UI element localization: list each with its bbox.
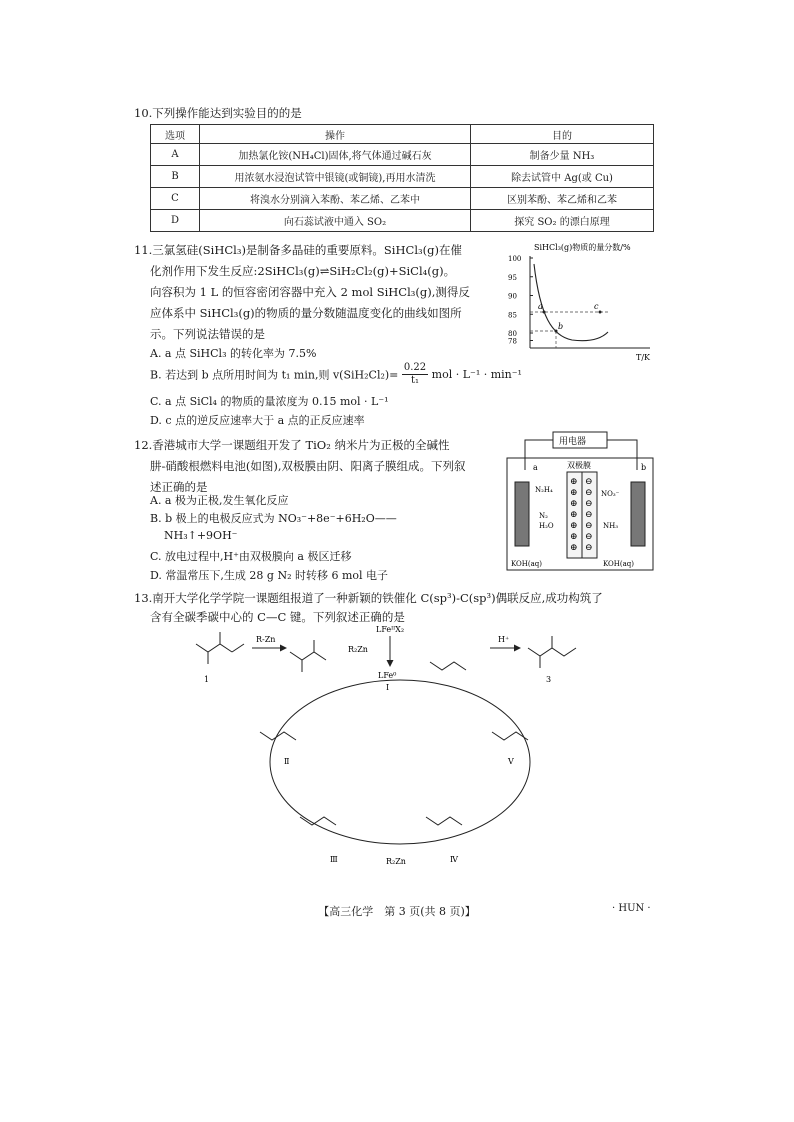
roman-4: Ⅳ <box>450 855 458 864</box>
species-nh3: NH₃ <box>603 522 619 530</box>
q12-line: 肼-硝酸根燃料电池(如图),双极膜由阴、阳离子膜组成。下列叙 <box>150 459 466 473</box>
species-h2o: H₂O <box>539 522 554 530</box>
minus-sign-icon: ⊖ <box>585 477 593 487</box>
minus-sign-icon: ⊖ <box>585 510 593 520</box>
electrode-b <box>631 482 645 546</box>
reagent-r2zn-top: R₂Zn <box>348 645 368 654</box>
structure-product <box>528 636 576 668</box>
q11-fraction <box>402 362 428 387</box>
q11-fraction-den: t₁ <box>410 375 420 386</box>
q11-chart <box>500 236 660 364</box>
roman-3: Ⅲ <box>330 855 338 864</box>
minus-sign-icon: ⊖ <box>585 543 593 553</box>
q12-cell-diagram <box>505 430 655 572</box>
table-row <box>151 210 654 232</box>
table-row <box>151 188 654 210</box>
q11-line: 化剂作用下发生反应:2SiHCl₃(g)⇌SiH₂Cl₂(g)+SiCl₄(g)。 <box>150 264 456 278</box>
electrode-b-label: b <box>641 463 647 472</box>
precatalyst: LFeᴵᴵX₂ <box>376 625 405 634</box>
roman-1: Ⅰ <box>386 683 390 692</box>
q13-line: 含有全碳季碳中心的 C—C 键。下列叙述正确的是 <box>150 610 405 624</box>
table-header-row <box>151 125 654 144</box>
q12-choice-a: A. a 极为正极,发生氧化反应 <box>150 494 289 507</box>
q11-choice-b-unit: mol · L⁻¹ · min⁻¹ <box>431 368 522 381</box>
q12-choice-b: B. b 极上的电极反应式为 NO₃⁻+8e⁻+6H₂O—— <box>150 512 397 525</box>
q11-choice-b <box>150 362 522 390</box>
table-cell: C <box>151 188 200 210</box>
plus-sign-icon: ⊕ <box>570 510 578 520</box>
q11-choice-a: A. a 点 SiHCl₃ 的转化率为 7.5% <box>150 347 317 360</box>
electrode-a-label: a <box>533 463 538 472</box>
q10-title: 10.下列操作能达到实验目的的是 <box>134 106 302 120</box>
catalyst-fe0: LFe⁰ <box>378 671 397 680</box>
table-cell: 向石蕊试液中通入 SO₂ <box>200 210 471 232</box>
point-label-c: c <box>594 302 599 311</box>
table-header: 目的 <box>471 125 654 144</box>
q13-line: 13.南开大学化学学院一课题组报道了一种新颖的铁催化 C(sp³)-C(sp³)偶联反应,成功构筑了 <box>134 591 603 605</box>
q12-line: 12.香港城市大学一课题组开发了 TiO₂ 纳米片为正极的全碱性 <box>134 438 450 452</box>
point-label-b: b <box>558 322 564 331</box>
q11-line: 示。下列说法错误的是 <box>150 327 265 341</box>
point-a <box>543 311 546 314</box>
y-tick-label: 78 <box>508 337 517 346</box>
q11-choice-c: C. a 点 SiCl₄ 的物质的量浓度为 0.15 mol · L⁻¹ <box>150 395 389 408</box>
plus-sign-icon: ⊕ <box>570 521 578 531</box>
table-cell: B <box>151 166 200 188</box>
sm-label: 1 <box>204 675 210 684</box>
table-row <box>151 166 654 188</box>
point-label-a: a <box>538 302 543 311</box>
footer-tag: · HUN · <box>612 903 651 914</box>
roman-5: Ⅴ <box>508 757 514 766</box>
species-n2: N₂ <box>539 512 548 520</box>
q13-catalytic-cycle <box>190 622 620 872</box>
product-label: 3 <box>546 675 552 684</box>
table-header: 选项 <box>151 125 200 144</box>
plus-sign-icon: ⊕ <box>570 477 578 487</box>
y-tick-label: 95 <box>508 273 517 282</box>
page-footer: 【高三化学 第 3 页(共 8 页)】 <box>318 905 476 918</box>
table-cell: 区别苯酚、苯乙烯和乙苯 <box>471 188 654 210</box>
q12-choice-d: D. 常温常压下,生成 28 g N₂ 时转移 6 mol 电子 <box>150 569 389 582</box>
external-wire-right <box>607 440 637 470</box>
minus-sign-icon: ⊖ <box>585 521 593 531</box>
y-tick-label: 85 <box>508 311 517 320</box>
structure-1 <box>196 632 244 664</box>
external-wire-left <box>525 440 553 470</box>
membrane-label: 双极膜 <box>567 461 591 470</box>
point-c <box>599 311 602 314</box>
q11-choice-b-text: B. 若达到 b 点所用时间为 t₁ min,则 v(SiH₂Cl₂)= <box>150 368 399 382</box>
q12-line: 述正确的是 <box>150 480 208 494</box>
plus-sign-icon: ⊕ <box>570 499 578 509</box>
table-cell: 加热氯化铵(NH₄Cl)固体,将气体通过碱石灰 <box>200 144 471 166</box>
structure-zinc-enolate <box>290 640 326 672</box>
q11-line: 应体系中 SiHCl₃(g)的物质的量分数随温度变化的曲线如图所 <box>150 306 462 320</box>
species-n2h4: N₂H₄ <box>535 486 553 494</box>
table-row <box>151 144 654 166</box>
table-cell: D <box>151 210 200 232</box>
table-cell: 除去试管中 Ag(或 Cu) <box>471 166 654 188</box>
reagent-rzn: R-Zn <box>256 635 276 644</box>
chart-xlabel: T/K <box>636 353 651 362</box>
y-tick-label: 90 <box>508 292 517 301</box>
minus-sign-icon: ⊖ <box>585 499 593 509</box>
reagent-r2zn-bottom: R₂Zn <box>386 857 406 866</box>
minus-sign-icon: ⊖ <box>585 488 593 498</box>
table-cell: 用浓氨水浸泡试管中银镜(或铜镜),再用水清洗 <box>200 166 471 188</box>
y-tick-label: 100 <box>508 255 522 263</box>
reagent-hplus: H⁺ <box>498 635 510 644</box>
plus-sign-icon: ⊕ <box>570 532 578 542</box>
species-no3: NO₃⁻ <box>601 490 620 498</box>
roman-2: Ⅱ <box>284 757 290 766</box>
device-label: 用电器 <box>559 437 587 447</box>
structure-intermediates <box>260 662 528 825</box>
y-tick-label: 80 <box>508 330 517 338</box>
q10-table <box>150 124 654 232</box>
q11-line: 向容积为 1 L 的恒容密闭容器中充入 2 mol SiHCl₃(g),测得反 <box>150 285 470 299</box>
table-cell: 将溴水分别滴入苯酚、苯乙烯、乙苯中 <box>200 188 471 210</box>
table-cell: 制备少量 NH₃ <box>471 144 654 166</box>
cycle-loop <box>270 680 530 844</box>
table-cell: 探究 SO₂ 的漂白原理 <box>471 210 654 232</box>
q12-choice-b-cont: NH₃↑+9OH⁻ <box>164 529 238 542</box>
electrode-a <box>515 482 529 546</box>
q11-fraction-num: 0.22 <box>403 362 427 373</box>
table-header: 操作 <box>200 125 471 144</box>
q12-choice-c: C. 放电过程中,H⁺由双极膜向 a 极区迁移 <box>150 550 352 563</box>
minus-sign-icon: ⊖ <box>585 532 593 542</box>
table-cell: A <box>151 144 200 166</box>
solution-right: KOH(aq) <box>603 560 635 568</box>
q11-choice-d: D. c 点的逆反应速率大于 a 点的正反应速率 <box>150 414 365 427</box>
solution-left: KOH(aq) <box>511 560 543 568</box>
chart-ylabel: SiHCl₃(g)物质的量分数/% <box>534 243 631 252</box>
plus-sign-icon: ⊕ <box>570 543 578 553</box>
q11-line: 11.三氯氢硅(SiHCl₃)是制备多晶硅的重要原料。SiHCl₃(g)在催 <box>134 243 462 257</box>
plus-sign-icon: ⊕ <box>570 488 578 498</box>
